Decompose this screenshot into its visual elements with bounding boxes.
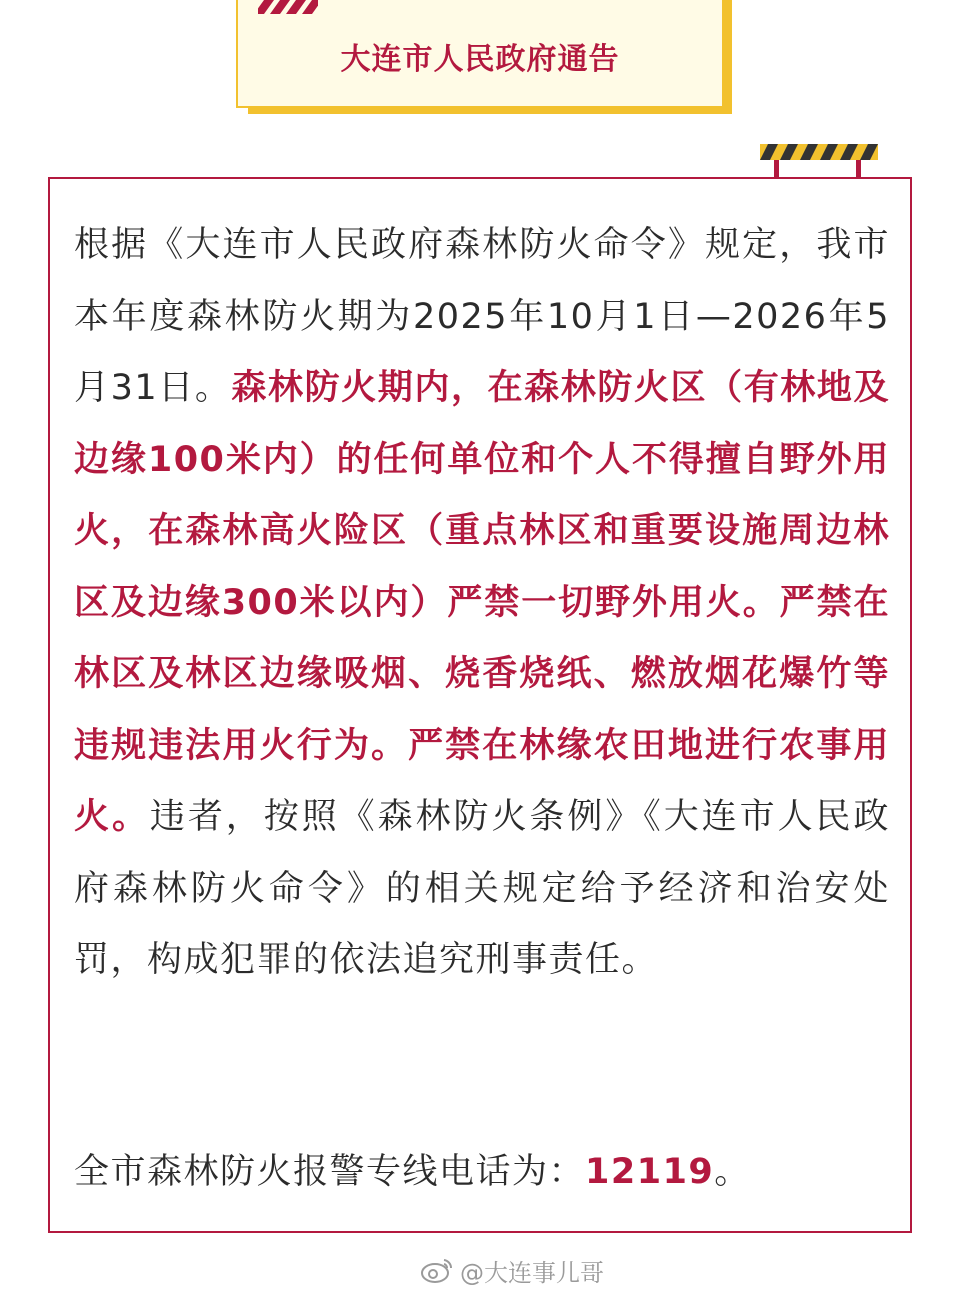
- title-stripes-decoration: [258, 0, 318, 14]
- hotline-line: [74, 1137, 890, 1208]
- notice-segment-prohibitions: 森林防火期内，在森林防火区（有林地及边缘100米内）的任何单位和个人不得擅自野外用火，在森林高火险区（重点林区和重要设施周边林区及边缘300米以内）严禁一切野外用火。严禁在林区及林区边缘吸烟、烧香烧纸、燃放烟花爆竹等违规违法用火行为。严禁在林缘农田地进行农事用火。: [74, 368, 890, 837]
- hotline-label: 全市森林防火报警专线电话为：: [74, 1152, 586, 1192]
- title-box: [236, 0, 724, 108]
- watermark: [420, 1254, 604, 1286]
- hotline-end: 。: [714, 1152, 751, 1192]
- notice-segment-intro: 根据《大连市人民政府森林防火命令》规定，我市本年度森林防火期为2025年10月1日—2026年5月31日。: [74, 225, 890, 408]
- notice-segment-penalties: 违者，按照《森林防火条例》《大连市人民政府森林防火命令》的相关规定给予经济和治安处罚，构成犯罪的依法追究刑事责任。: [74, 797, 890, 980]
- notice-body: [74, 210, 890, 997]
- weibo-icon: [420, 1256, 454, 1284]
- watermark-text: @大连事儿哥: [460, 1258, 604, 1287]
- page-title: 大连市人民政府通告: [340, 42, 620, 77]
- barricade-icon: [760, 142, 878, 178]
- hotline-number: 12119: [585, 1152, 715, 1192]
